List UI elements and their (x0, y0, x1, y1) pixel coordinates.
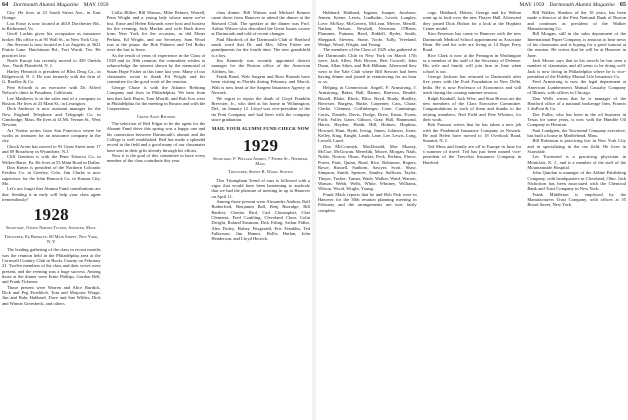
paragraph: Harley Heinrich is president of Bliss Drug Co., in Ridgewood, N. J. He was formerly with the firm of G. Bradley & Co. (2, 68, 101, 85)
paragraph: The members of the Class of 1929 who gathered at the Dartmouth Club in New York on March 17th were: Jack Allen, Bob Brown, Bert Crowell, John Dunn, Allan Sikes, and Bob Hillman. Afterward they went to the Yale Club where Bill Stewart had been having dinner and joined in reminiscing for an hour or so. (318, 47, 417, 85)
paragraph: class dinner. Bill Watson and Michael Reimer came down from Hanover to attend the dinner at the Harvard Club. The speaker at the dinner was Prof. Arthur Wilson who described the Great Issues course at Dartmouth and told of recent changes. (211, 10, 311, 37)
section-subhead: Cruise Away Reunion (136, 113, 176, 119)
col2-after (107, 121, 206, 164)
paragraph: Geoff Lachin gives his occupation as insurance broker. His office is at 95 Wall St., in New York City. (2, 31, 101, 42)
column-1 (318, 10, 417, 420)
running-head-right (316, 0, 628, 10)
paragraph: Dick Andrews is now assistant manager for the New England Telephone and Telegraph Co. in Cambridge, Mass. He lives at 14 Mt. Vernon St., West Newton. (2, 106, 101, 128)
paragraph: Ted Moss and family are off to Europe in June for a summer of travel. Ted has just been named vice-president of the Travelers Insurance Company in Hartford. (422, 143, 522, 165)
class-agent: Treasurer, Sidney R. Wood, Seattle (228, 169, 294, 175)
paragraph: This Triumphant Trend of ours is followed with a vigor that would have been heartening to anybody that we had the pleasure of meeting in up at Hanover on April 11. (211, 177, 311, 199)
col1-before (2, 10, 101, 202)
magazine-title: Dartmouth Alumni Magazine (549, 2, 615, 8)
page-number: 65 (619, 1, 626, 8)
paragraph: Jim Stewart is now located in Los Angeles at 3621 Prairie Lane, Hutchinson Rd., Fort Worth, Tex. He practices law. (2, 42, 101, 58)
paragraph: cago. Hubbard, Halsey, George and Ira Walton went up to look over the new Thayer Hall. Afterward they joined Dick Holton for a look at the Hopkins Center model. (422, 10, 522, 32)
page-number: 64 (2, 1, 9, 8)
right-page (316, 0, 628, 420)
left-page (0, 0, 312, 420)
paragraph: Chuck Arvin has moved to 95 Great Street near 17 and 69 Broadway in Wyandotte, N.J. (2, 143, 101, 154)
class-year-heading: 1929 (243, 135, 279, 155)
paragraph: Frank Middleton is employed by the Manufacturers Trust Company, with offices at 55 Broad Street, New York. (527, 191, 627, 208)
paragraph: Rice Clark is now at the Pentagon in Washington as a member of the staff of the Secretary of Defense. His wife and family will join him in June when school is out. (422, 52, 522, 74)
paragraph: Bill Morgan, still in the sales department of the International Paper Company, is anxious to hear news of his classmates and is hoping for a good turnout at the reunion. He writes that he will be at Hanover in June. (527, 31, 627, 58)
paragraph: Art Vezina writes from San Francisco where he works as treasurer for an insurance company in the city. (2, 127, 101, 144)
paragraph: Bill Walker, Shadow of the 18 years, has been made a director of the First National Bank of Boston and continues as president of the Walker Manufacturing Co. (527, 10, 627, 32)
paragraph: Don Kimes is president of the Northern Colorado Feeders Co. in Greeley, Colo. Jim Clarke is now supervisor for the John Hancock Co. in Kansas City, Mo. (2, 164, 101, 186)
paragraph: The leading gathering of the class in recent months was the reunion held in the Philadelphia area at the Cornwall Country Club in Bucks County on February 21. Twelve members of the class and their wives were present, and the evening was a huge success. Among those at the dinner were Ernie Phillips, Gordon Bell, and Frank Tichenor. (2, 247, 101, 285)
column-3 (211, 10, 310, 420)
paragraph: Bob Parsons writes that he has taken a new job with the Prudential Insurance Company in Newark. He and Helen have moved to 18 Overlook Road, Summit, N. J. (422, 122, 522, 144)
paragraph: Don McCormick, MacDonald, Mac Murray, McCue, McGowan, Meredith, Moore, Morgan, Nash, Noble, Norton, Olson, Parker, Peck, Perkins, Pierce, Porter, Pratt, Quinn, Read, Rice, Robinson, Rogers, Rowe, Russell, Sanborn, Sawyer, Scott, Shaw, Simpson, Smith, Spencer, Stanley, Sullivan, Taylor, Thayer, Tucker, Turner, Wade, Walker, Ward, Warren, Watson, Webb, Wells, White, Whitney, Williams, Wilson, Wood, Wright, Young. (318, 143, 417, 192)
paragraph: City. He lives at 23 South Street Ave., in East Orange. (2, 10, 101, 21)
paragraph: Jim Kennedy was recently appointed district manager for the Boston office of the American Airlines, Inc. (211, 58, 311, 74)
paragraph: Helping in Connecticut: Angell, F. Armstrong, J. Armstrong, Baker, Ball, Barnes, Barrows, Beadel, Bissell, Blake, Block, Bliss, Boyd, Brady, Bradley, Brewster, Burgess, Burke, Carpenter, Cass, Chase, Clarke, Clemens, Coffinberger, Cone, Cummings, Curtis, Daniels, Davis, Dodge, Drew, Eaton, Evans, Fitch, Fuller, Gates, Gibson, Gray, Hall, Hammond, Harris, Hayden, Heath, Hill, Holmes, Hopkins, Howard, Hunt, Hyde, Irving, James, Johnson, Jones, Kelley, King, Knight, Lamb, Lane, Lee, Lewis, Long, Lowell, Lund. (318, 84, 417, 144)
paragraph: Those present were Warren and Alice Burdick, Dick and Peg Froehlich, Tom and Marjorie Wrage, Jim and Babs Hubbard, Dave and Sue Wilder, Dick and Winnie Groesbeck, and others. (2, 284, 101, 306)
paragraph: Doc Fuller, who has been in the oil business in Texas for some years, is now with the Humble Oil Company in Houston. (527, 111, 627, 128)
col1-after (2, 247, 101, 306)
class-agent: Treasurer, Ed Brinkley, 60 Main Street, New York, N. Y. (4, 233, 99, 244)
paragraph: Bill Robinson is practicing law in New York City and in specializing in the tax field. He lives in Scarsdale. (527, 138, 627, 154)
paragraph: Lee Matthews is in the sales end of a company in Boston. He lives at 23 Main St., in Lexington. (2, 95, 101, 106)
running-head-left (0, 0, 312, 10)
paragraph: Pete Schwab is an executive with Dr. Alfred Nelson's clinic in Pasadena, California. (2, 84, 101, 96)
column-2 (423, 10, 522, 420)
columns (0, 10, 312, 420)
paragraph: Dan Wells writes that he is manager of the Hartford office of a national brokerage firm, Francis I. duPont & Co. (527, 95, 627, 112)
alumni-fund-notice: MAIL YOUR ALUMNI FUND CHECK NOW (211, 126, 310, 132)
column-2 (107, 10, 206, 420)
paragraph: Ralph Kimball, Jack Wise, and Stan Brown are the new members of the Class Executive Committee. Congratulations to each of them and thanks to the retiring members, Ned Field and Pete Whittier, for their work. (422, 95, 522, 122)
paragraph: John Quinlan is manager of the Aldine Publishing Company, with headquarters in Cleveland, Ohio. Jack Nicholson has been associated with the Chemical Bank and Trust Company in New York. (527, 170, 627, 192)
column-1 (2, 10, 101, 420)
class-secretary: Secretary, Osmun Norton Tucker, Andover, Mass. (6, 225, 97, 231)
paragraph: George Chase is with the Atlantic Refining Company and lives in Philadelphia. We hear from him that Jack Harris, Tom Merrill, and Bob Ives were in Philadelphia for the meeting in Boston and with the Corporation. (106, 84, 206, 112)
paragraph: Frank Bond, Walt Sargent and Ross Rounds have been visiting in Florida during February and March. Walt is now head of the Sargent Insurance Agency in Newark. (211, 74, 311, 96)
paragraph: Lou Fosse is now located at 4610 Dorchester Rd., in Richmond, Va. (2, 20, 101, 32)
paragraph: Among those present were Alexander Anthon, Ralf Rutherford, Benjamin Ball, Benj Burridge, Bill Bartlett, Chester Bird, Carl Christopher, Chet Clements, Fred Conkling, Cleveland Close, Colin Dwight, Roland Eastman, Dick Erling, Arthur Fidler, Alex Finley, Halsey Fitzgerald, Eric Franklin, Ted Fulkerson, Jim Haines, Hollis Harlan, John Henderson, and Lloyd Herrick. (211, 198, 311, 242)
paragraph: Jack Moore says that in his travels he has seen a number of classmates and all seem to be doing well. Jack is now living in Philadelphia where he is vice-president of the Fidelity Mutual Life Insurance Co. (527, 58, 627, 80)
paragraph: Fred Armstrong is now the legal department at American Lumbermen's Mutual Casualty Company of Illinois, with offices in Chicago. (527, 79, 627, 96)
paragraph: Now it is the goal of this committee to have every member of the class contribute this year. (106, 153, 206, 164)
paragraph: The selection of Red Edgar to be the agent for the Alumni Fund drive this spring was a happy one and his connection between Dartmouth's alumni and the College is well established. Red has made a splendid record in the field and a good many of our classmates have sent in their gifts already through his efforts. (106, 120, 206, 153)
paragraph: Frank Mack reports that he and Bob Fisk were in Hanover for the 30th reunion planning meeting in February and the arrangements are now fairly complete. (318, 191, 417, 213)
paragraph: George Jackson has returned to Dartmouth after five years with the Ford Foundation in New Delhi, India. He is now Professor of Economics and will teach during the coming summer session. (422, 74, 522, 96)
class-secretary: Secretary, F. William Andres, 7 Fisher St., Needham, Mass. (213, 155, 309, 166)
col2-before (107, 10, 206, 112)
paragraph: Les Townsend is a practicing physician in Montclair, N. J., and is a member of the staff of the Mountainside Hospital. (527, 154, 627, 170)
paragraph: Kim Emerson has come to Hanover with the new Dartmouth Medical School appointment as Associate Dean. He and his wife are living at 14 Rope Ferry Road. (422, 31, 522, 53)
issue-date: MAY 1959 (83, 2, 109, 8)
columns (316, 10, 628, 420)
col3-before (211, 10, 310, 122)
paragraph: Collis Bliller, Bill Watson, Mike Reimer, Warrell, Fenn Wright and a young lady whose name we've lost. Ernie and Helen Edwards were host and hostess for the evening; Jack Mackie and wife Ruth drove from New York for the occasion, as did Elmer Perkins, Ed Wright, and our Secretary. Sam Wood was at the piano; the Bob Palmers and Ted Rohrs were the last to leave. (106, 10, 206, 53)
paragraph: Neale Kuroje has recently moved to 450 Oneida Ave., North Plainfield, N. J. (2, 58, 101, 69)
paragraph: Cliff Gendron is with the Penn Tobacco Co. in Wilkes-Barre, Pa. He lives at 53 Main Road in Dallas. (2, 154, 101, 165)
paragraph: Paul Lundgren, the Townsend Company executive, has built a house in Marblehead, Mass. (527, 127, 627, 138)
issue-date: MAY 1959 (519, 2, 545, 8)
class-year-heading: 1928 (33, 205, 69, 225)
col3-after (211, 178, 310, 242)
paragraph: Hubbard, Hubbard, Ingram, Jumper, Jacobsen, Jensen, Keene, Lewis, Lindholm, Lovett, Longley, Love, McKay, McGovern, McLean, Mercer, Merrill, Nathan, Nelson, Newhall, Newman, O'Brien, Plummer, Putnam, Reed, Riddell, Ryder, Smith, Sheppard, Stevens, Stone, Toole, Tully, Vreeland, Wedge, Wood, Wright, and Young. (318, 10, 417, 48)
paragraph: Let's not forget that Alumni Fund contributions are due. Sending it in early will help your class agent tremendously! (2, 186, 101, 203)
paragraph: We regret to report the death of Lloyd Franklin Brewster, Jr., who died at his home in Wilmington, Del., on January 12. Lloyd was vice-president of the du Pont Company and had been with the company since graduation. (211, 95, 311, 122)
paragraph: Paul Murdock of the Dartmouth Club of Hartford sends word that Dr. and Mrs. Allen Fisher are grandparents for the fourth time. The new grandchild is a boy. (211, 36, 311, 58)
paragraph: As the result of years of experience in the Class of 1928 and its 30th reunion, the committee wishes to acknowledge the interest shown by the memorial of Susan Hope Fisher at this time last year. Many of our classmates wrote to thank Ed Wright and his committee for the good work of the reunion. (106, 52, 206, 85)
column-3 (527, 10, 626, 420)
magazine-title: Dartmouth Alumni Magazine (13, 2, 79, 8)
